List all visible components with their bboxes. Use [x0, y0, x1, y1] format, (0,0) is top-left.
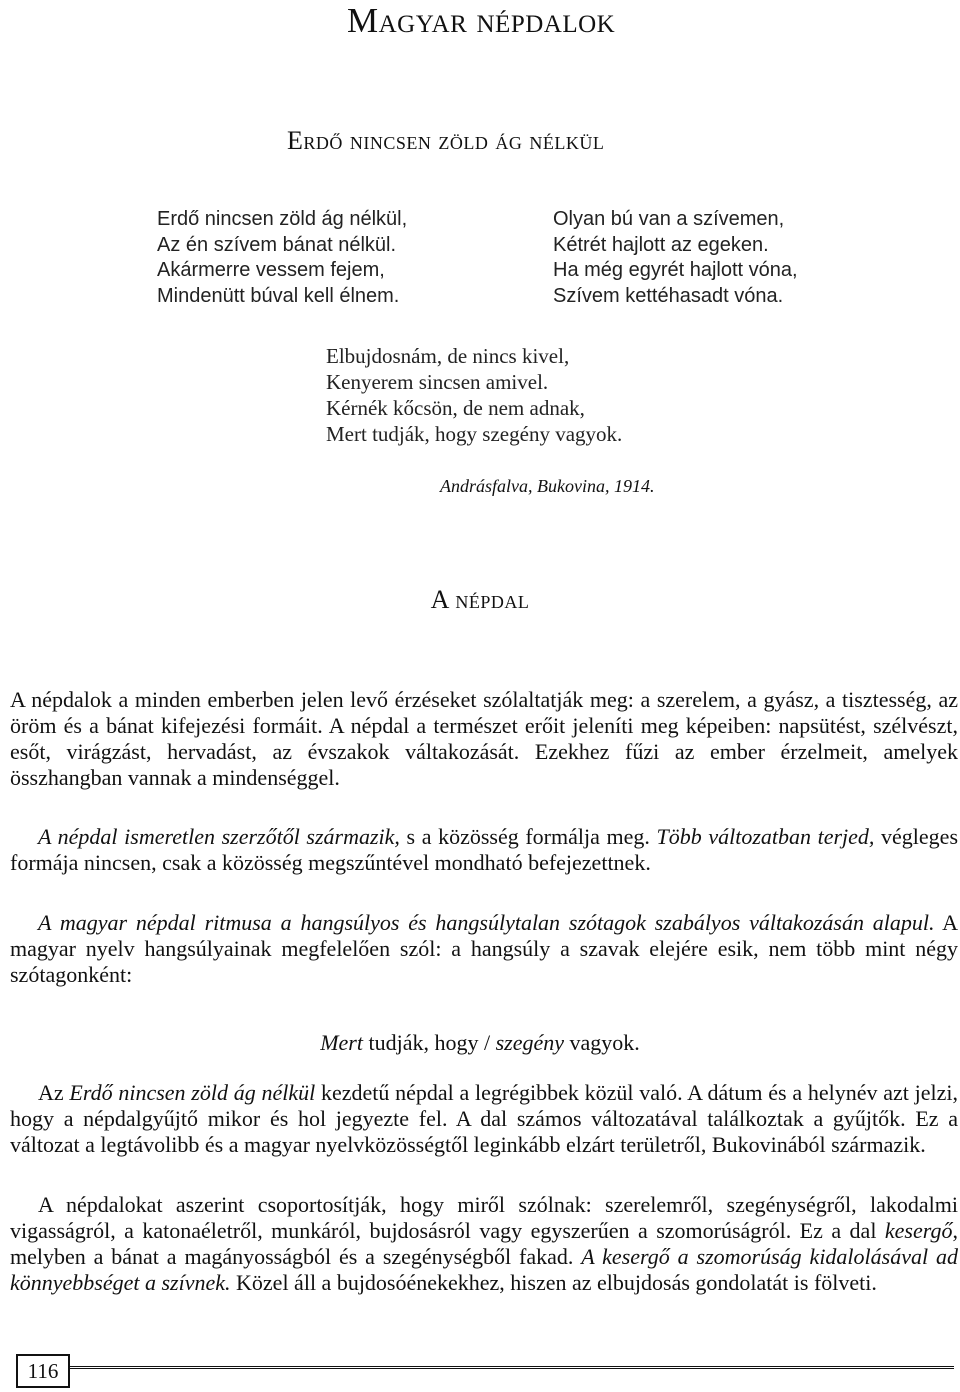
- example-line: [0, 1030, 960, 1056]
- text-italic: Több változatban terjed,: [656, 824, 875, 849]
- text-italic: A magyar népdal ritmusa a hangsúlyos és hangsúlytalan szótagok szabályos váltakozásán alapul.: [38, 910, 935, 935]
- paragraph-1: A népdalok a minden emberben jelen levő érzéseket szólaltatják meg: a szerelem, a gyász, a tisztesség, az öröm és a bánat kifejezési formáit. A népdal a természet erőit jeleníti meg képeiben: napsütést, szélvészt, esőt, virágzást, hervadást, az évszakok váltakozását. Ezekhez fűzi az ember érzelmeit, amelyek összhangban vannak a mindenséggel.: [10, 687, 958, 790]
- paragraph-4: [10, 1080, 958, 1158]
- section-title: A népdal: [430, 585, 530, 614]
- text: végleges formája nincsen, csak a közösség megszűntével mondható befejezettnek.: [10, 824, 959, 875]
- verse-line: Szívem kettéhasadt vóna.: [553, 284, 784, 307]
- verse-line: Ha még egyrét hajlott vóna,: [553, 259, 798, 281]
- verse-line: Kérnék kőcsön, de nem adnak,: [326, 396, 585, 420]
- verse-line: Elbujdosnám, de nincs kivel,: [326, 344, 570, 368]
- verse-line: Olyan bú van a szívemen,: [553, 208, 785, 230]
- text: A népdalokat aszerint csoportosítják, hogy miről szólnak: szerelemről, szegénységről, lakodalmi vigasságról, a katonaéletről, munkáról, bujdosásról vagy egyszerűen a szomorúságról. Ez a dal: [10, 1192, 958, 1243]
- footer-rule: [70, 1366, 954, 1369]
- place-date: Andrásfalva, Bukovina, 1914.: [440, 476, 655, 496]
- text: A magyar nyelv hangsúlyainak megfelelően szól: a hangsúly a szavak elejére esik, nem több mint négy szótagonként:: [10, 910, 958, 987]
- verse-line: Mert tudják, hogy szegény vagyok.: [326, 422, 623, 446]
- text: Közel áll a bujdosóénekekhez, hiszen az elbujdosás gondolatát is fölveti.: [230, 1270, 877, 1295]
- text-italic: Mert: [320, 1030, 363, 1055]
- page-number: 116: [16, 1354, 70, 1388]
- text-italic: kesergő: [884, 1218, 953, 1243]
- text-italic: A kesergő a szomorúság kidalolásával ad könnyebbséget a szívnek.: [10, 1244, 958, 1295]
- text-italic: szegény: [495, 1030, 565, 1055]
- paragraph-5: [10, 1192, 958, 1296]
- verse-line: Az én szívem bánat nélkül.: [157, 233, 397, 256]
- text: , melyben a bánat a magányosságból és a szegénységből fakad.: [10, 1218, 958, 1269]
- text: kezdetű népdal a legrégibbek közül való. A dátum és a helynév azt jelzi, hogy a népdalgyűjtő mikor és hol jegyezte fel. A dal számos változatával találkoztak a gyűjtők. Ez a változat a legtávolibb és a magyar nyelvközösségtől leginkább elzárt területről, Bukovinából származik.: [10, 1080, 958, 1157]
- chapter-title: Magyar népdalok: [347, 1, 616, 40]
- text-italic: Erdő nincsen zöld ág nélkül: [69, 1080, 316, 1105]
- text: tudják, hogy /: [362, 1030, 496, 1055]
- verse-line: Akármerre vessem fejem,: [157, 259, 385, 281]
- song-title: Erdő nincsen zöld ág nélkül: [287, 126, 605, 155]
- text: s a közösség formálja meg.: [399, 824, 657, 849]
- verse-line: Kétrét hajlott az egeken.: [553, 233, 769, 256]
- paragraph-3: [10, 910, 958, 988]
- verse-line: Mindenütt búval kell élnem.: [157, 284, 400, 307]
- verse-3: [326, 343, 622, 447]
- verse-line: Kenyerem sincsen amivel.: [326, 370, 549, 394]
- verse-2: [553, 207, 798, 309]
- verse-1: [157, 207, 407, 309]
- text: Az: [38, 1080, 70, 1105]
- text: vagyok.: [564, 1030, 640, 1055]
- verse-line: Erdő nincsen zöld ág nélkül,: [157, 208, 408, 230]
- paragraph-2: [10, 824, 958, 876]
- text-italic: A népdal ismeretlen szerzőtől származik,: [38, 824, 400, 849]
